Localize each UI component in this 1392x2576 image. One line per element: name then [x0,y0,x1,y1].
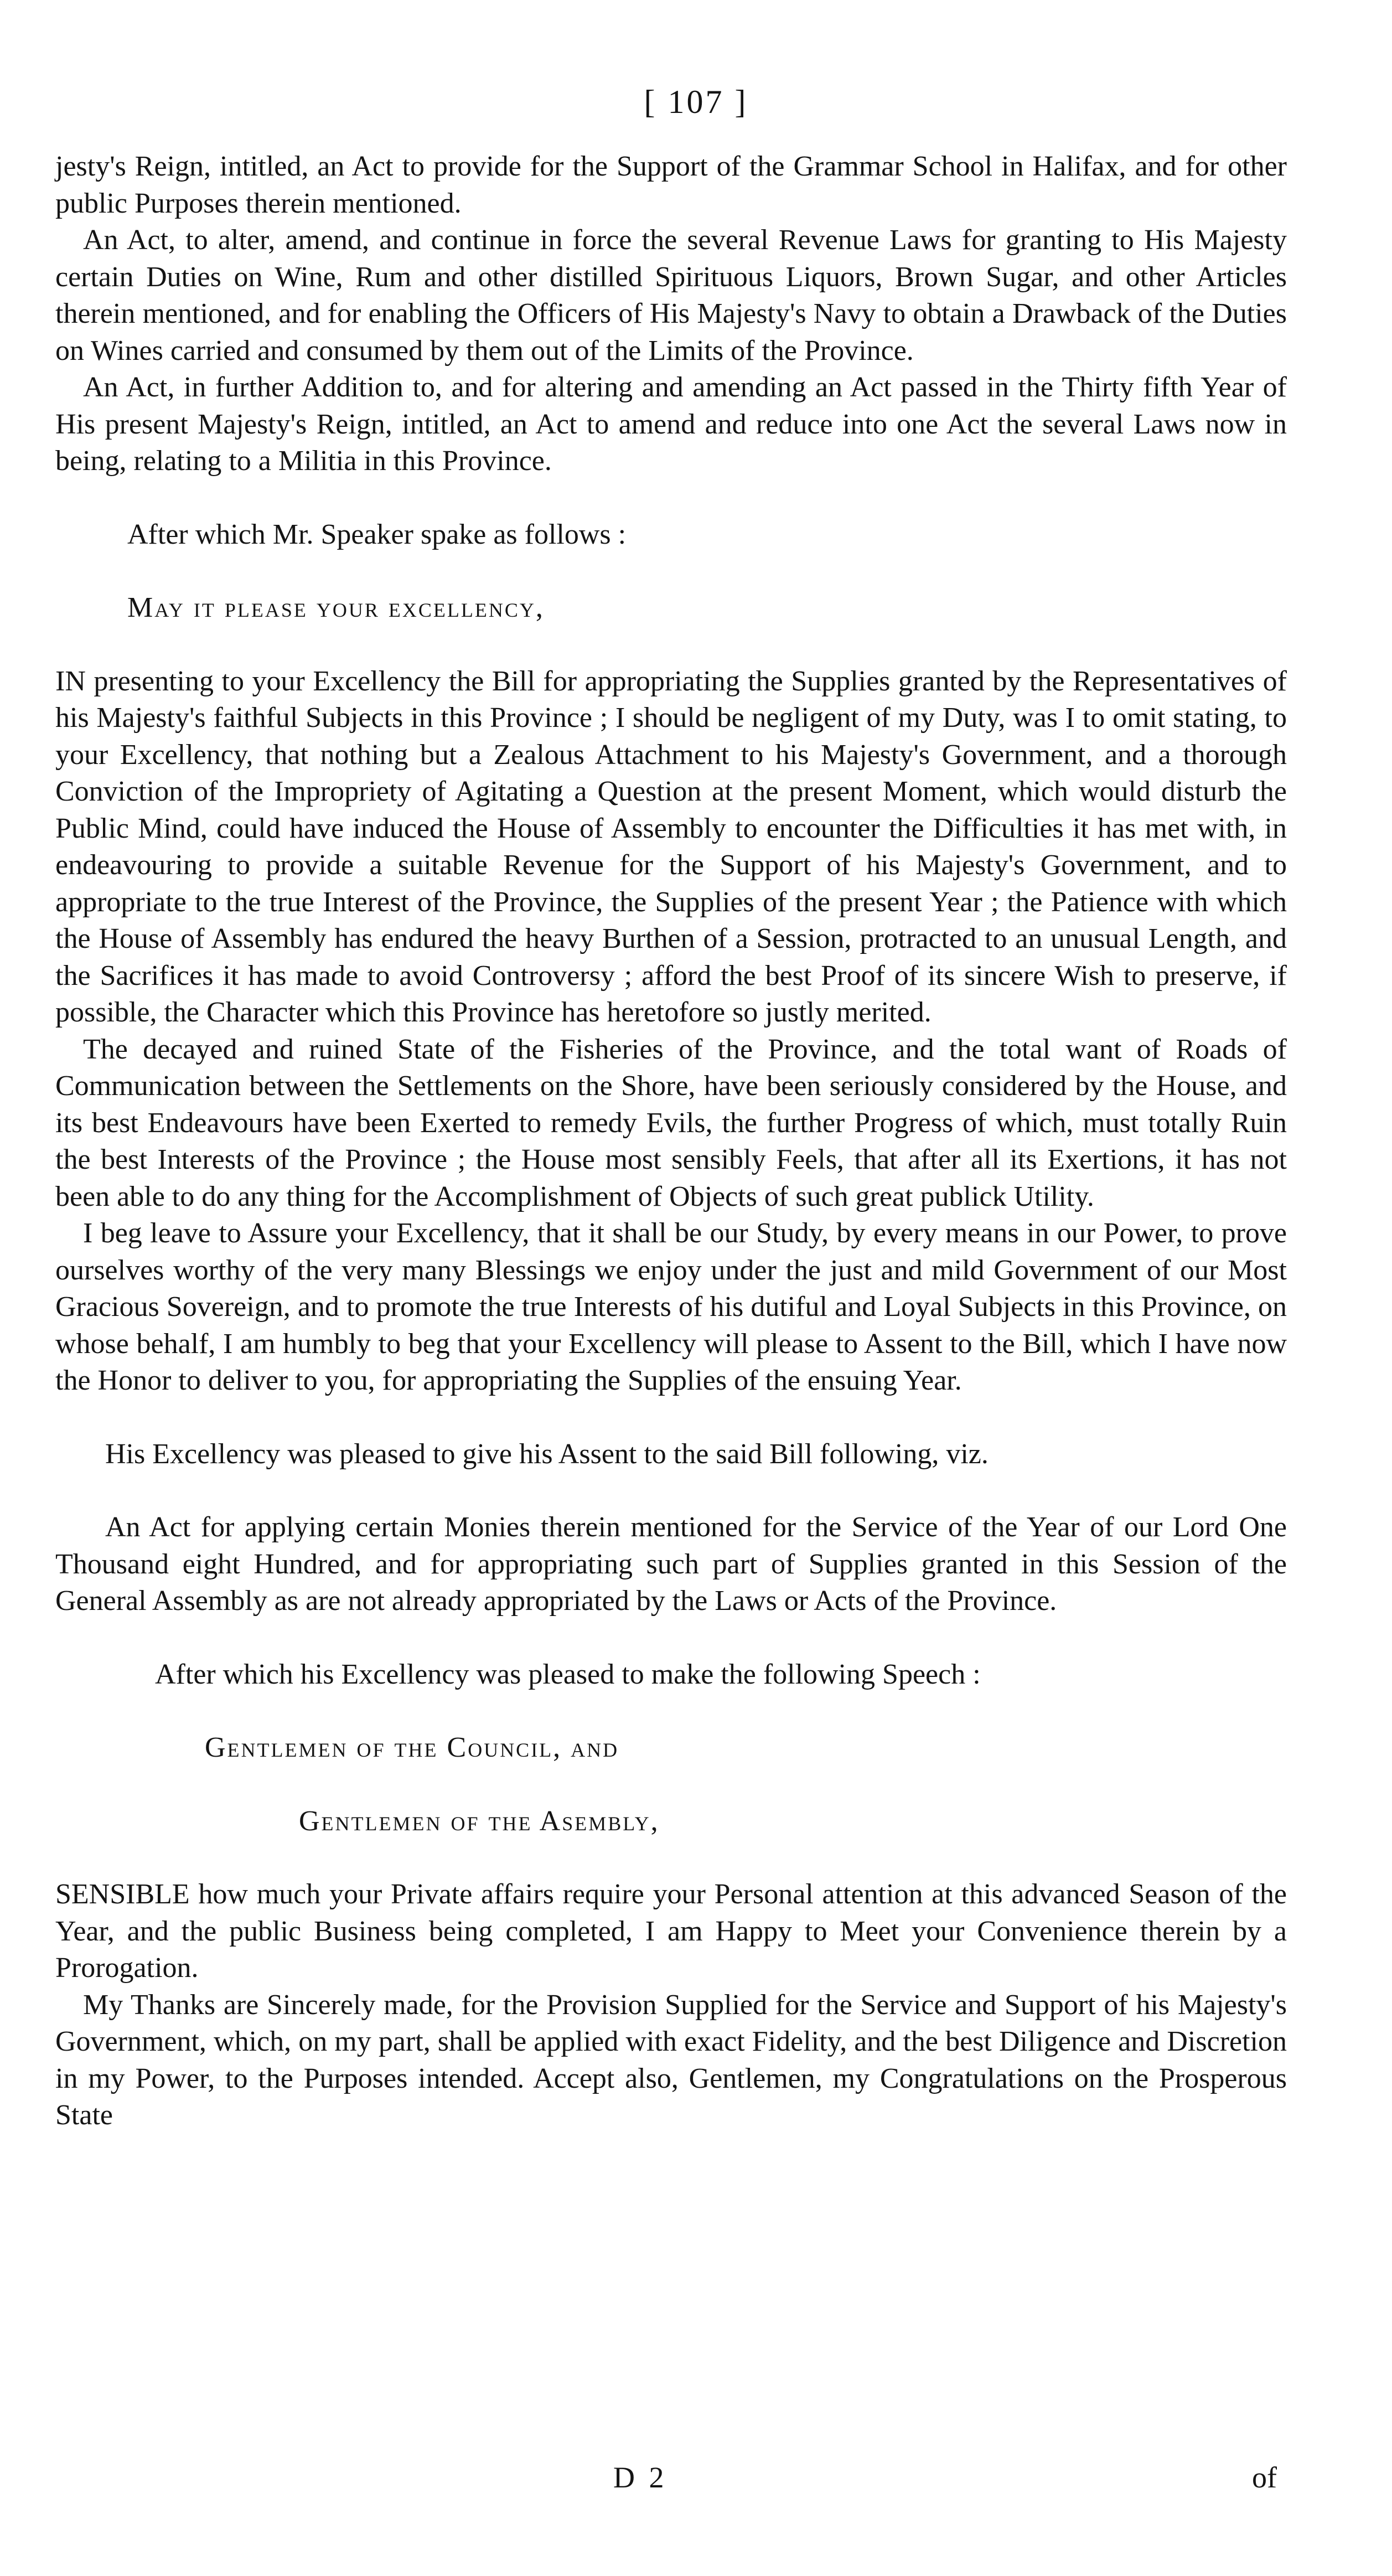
salutation: May it please your excellency, [127,592,545,623]
address-council: Gentlemen of the Council, and [205,1732,619,1763]
speech-intro: After which his Excellency was pleased to make the following Speech : [155,1658,981,1690]
address-assembly: Gentlemen of the Asembly, [299,1805,660,1837]
paragraph-speaker-address: IN presenting to your Excellency the Bill for appropriating the Supplies granted by the Representatives of his Majesty's faithful Subjects in this Province ; I should be negligent of my Duty, was I to omit stating, to your Excellency, that nothing but a Zealous Attachment to his Majesty's Government, and a thorough Conviction of the Impropriety of Agitating a Question at the present Moment, which would disturb the Public Mind, could have induced the House of Assembly to encounter the Difficulties it has met with, in endeavouring to provide a suitable Revenue for the Support of his Majesty's Government, and to appropriate to the true Interest of the Province, the Supplies of the present Year ; the Patience with which the House of Assembly has endured the heavy Burthen of a Session, protracted to an unusual Length, and the Sacrifices it has made to avoid Controversy ; afford the best Proof of its sincere Wish to preserve, if possible, the Character which this Province has heretofore so justly merited. [55,665,1287,1028]
spacer [55,1767,1287,1803]
paragraph-fisheries: The decayed and ruined State of the Fisheries of the Province, and the total want of Roads of Communication between the Settlements on the Shore, have been seriously considered by the House, and its best Endeavours have been Exerted to remedy Evils, the further Progress of which, must totally Ruin the best Interests of the Province ; the House most sensibly Feels, that after all its Exertions, it has not been able to do any thing for the Accomplishment of Objects of such great publick Utility. [55,1033,1287,1212]
spacer [55,1400,1287,1436]
paragraph-assurance: I beg leave to Assure your Excellency, that it shall be our Study, by every means in our Power, to prove ourselves worthy of the very many Blessings we enjoy under the just and mild Government of our Most Gracious Sovereign, and to promote the true Interests of his dutiful and Loyal Subjects in this Province, on whose behalf, I am humbly to beg that your Excellency will please to Assent to the Bill, which I have now the Honor to deliver to you, for appropriating the Supplies of the ensuing Year. [55,1217,1287,1396]
paragraph-thanks: My Thanks are Sincerely made, for the Provision Supplied for the Service and Support of his Majesty's Government, which, on my part, shall be applied with exact Fidelity, and the best Diligence and Discretion in my Power, to the Purposes intended. Accept also, Gentlemen, my Congratulations on the Prosperous State [55,1989,1287,2131]
page-number: [ 107 ] [644,84,748,120]
spacer [55,1620,1287,1656]
paragraph-prorogation: SENSIBLE how much your Private affairs require your Personal attention at this advanced Season of the Year, and the public Business being completed, I am Happy to Meet your Convenience therein by a Prorogation. [55,1878,1287,1984]
spacer [55,1473,1287,1509]
paragraph-revenue-act: An Act, to alter, amend, and continue in force the several Revenue Laws for granting to His Majesty certain Duties on Wine, Rum and other distilled Spirituous Liquors, Brown Sugar, and other Articles therein mentioned, and for enabling the Officers of His Majesty's Navy to obtain a Drawback of the Duties on Wines carried and consumed by them out of the Limits of the Province. [55,224,1287,366]
spacer [55,553,1287,590]
spacer [55,627,1287,663]
spacer [55,480,1287,517]
spacer [55,1693,1287,1730]
paragraph-continuation: jesty's Reign, intitled, an Act to provide for the Support of the Grammar School in Halifax, and for other public Purposes therein mentioned. [55,151,1287,219]
paragraph-supply-act: An Act for applying certain Monies therein mentioned for the Service of the Year of our Lord One Thousand eight Hundred, and for appropriating such part of Supplies granted in this Session of the General Assembly as are not already appropriated by the Laws or Acts of the Province. [55,1511,1287,1617]
body-text [55,148,1287,2134]
paragraph-militia-act: An Act, in further Addition to, and for altering and amending an Act passed in the Thirty fifth Year of His present Majesty's Reign, intitled, an Act to amend and reduce into one Act the several Laws now in being, relating to a Militia in this Province. [55,371,1287,477]
assent-notice: His Excellency was pleased to give his Assent to the said Bill following, viz. [105,1438,989,1470]
catchword: of [1252,2461,1277,2494]
signature-mark: D 2 [613,2461,667,2494]
speaker-intro: After which Mr. Speaker spake as follows : [127,518,627,550]
spacer [55,1840,1287,1876]
